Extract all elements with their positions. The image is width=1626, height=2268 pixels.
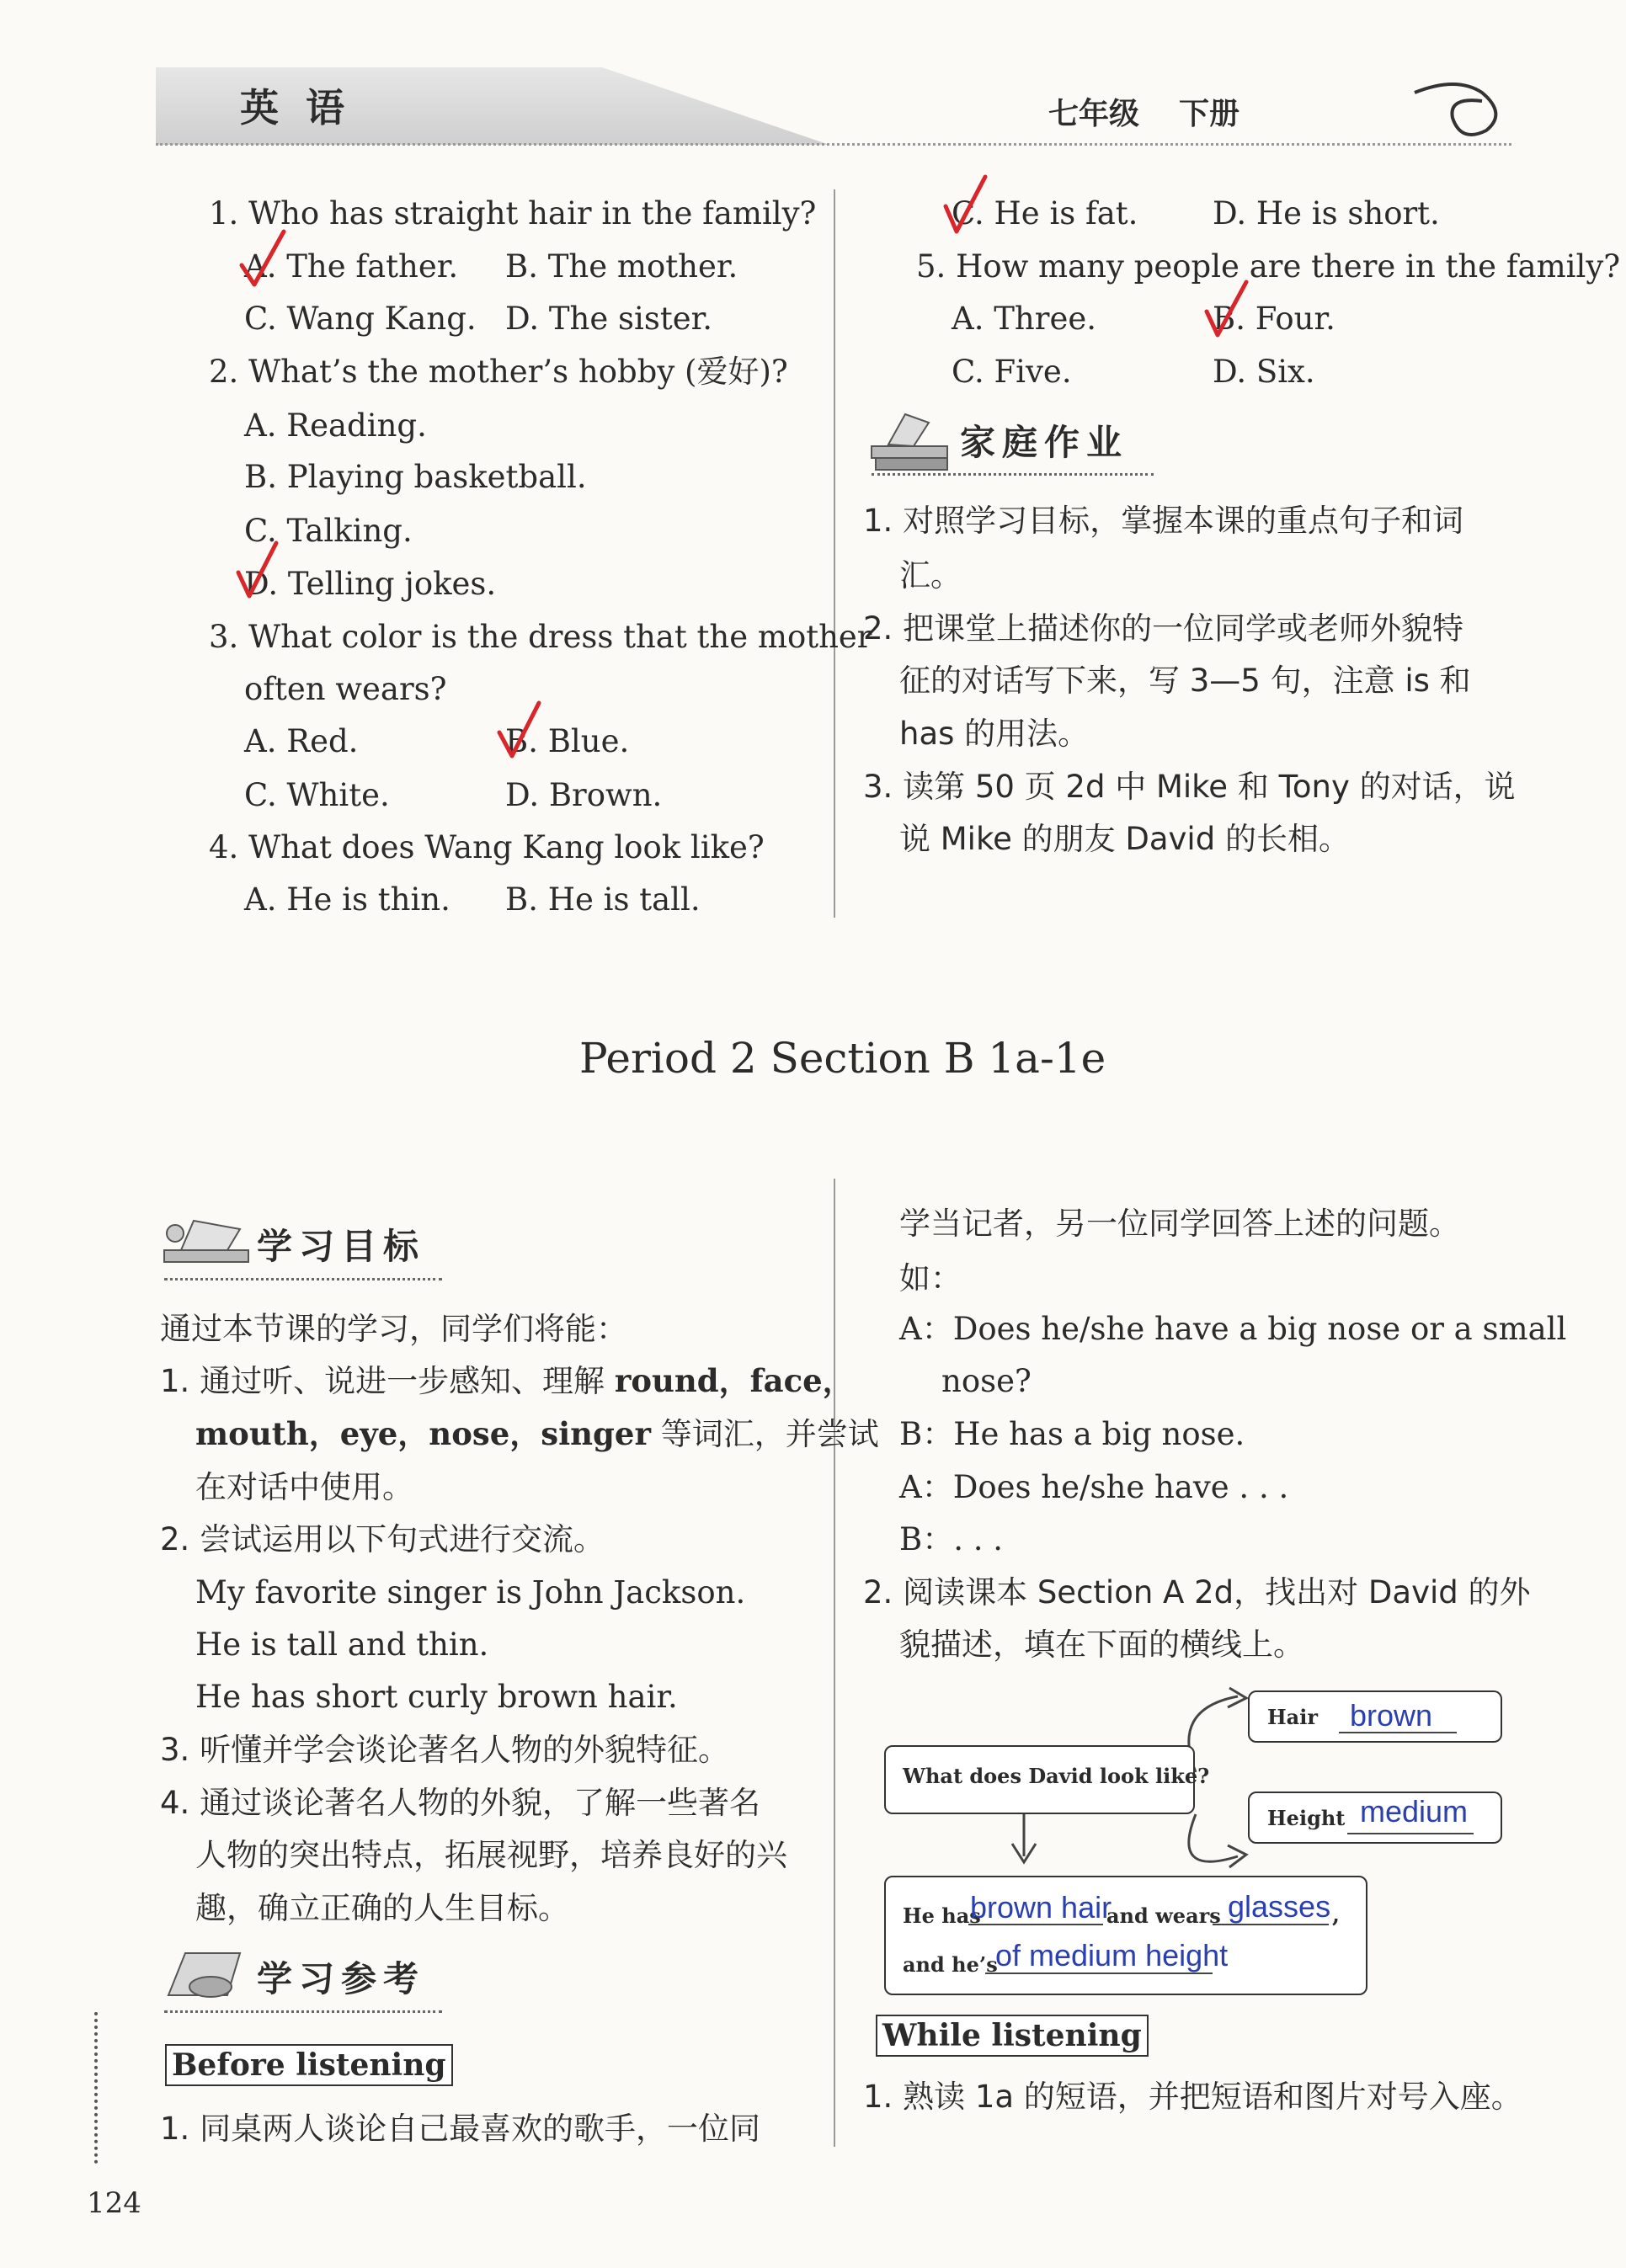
homework-item-2-cont: 征的对话写下来，写 3—5 句，注意 is 和 [899, 663, 1471, 699]
q5-option-c: C. Five. [952, 354, 1072, 390]
q2-option-b: B. Playing basketball. [244, 459, 587, 495]
column-divider-top [834, 189, 835, 918]
goal-4: 4. 通过谈论著名人物的外貌，了解一些著名 [160, 1785, 761, 1821]
homework-item-2-cont2: has 的用法。 [899, 716, 1090, 752]
homework-item-1: 1. 对照学习目标，掌握本课的重点句子和词 [863, 503, 1464, 539]
q1-text: 1. Who has straight hair in the family? [209, 195, 817, 232]
q5-option-d: D. Six. [1213, 354, 1315, 390]
check-mark-icon [237, 227, 288, 290]
q3-option-a: A. Red. [244, 723, 359, 759]
dialog-a2: A：Does he/she have . . . [899, 1469, 1289, 1505]
header-rule [156, 143, 1511, 146]
before-item-1-cont: 学当记者，另一位同学回答上述的问题。 [899, 1206, 1460, 1242]
goal-1-words: round，face， [614, 1362, 854, 1399]
q4-option-c: C. He is fat. [952, 195, 1138, 232]
q1-option-a: A. The father. [244, 248, 459, 285]
q4-text: 4. What does Wang Kang look like? [209, 829, 765, 865]
homework-book-icon [863, 404, 956, 484]
q2-option-d: D. Telling jokes. [244, 566, 497, 602]
homework-title-underline [872, 473, 1154, 476]
page-number: 124 [87, 2186, 141, 2220]
diagram-wears-answer: glasses [1228, 1889, 1331, 1924]
q3-text-cont: often wears? [244, 671, 447, 707]
diagram-hair-label: Hair [1267, 1705, 1318, 1729]
diagram-height-label: Height [1267, 1806, 1346, 1830]
homework-item-3: 3. 读第 50 页 2d 中 Mike 和 Tony 的对话，说 [863, 769, 1516, 805]
reference-title-underline [164, 2010, 442, 2013]
goals-title: 学习目标 [257, 1226, 426, 1267]
goals-books-icon [160, 1204, 253, 1280]
diagram-wears-blank [1213, 1924, 1329, 1925]
q5-option-a: A. Three. [952, 301, 1096, 337]
dialog-b2: B：. . . [899, 1521, 1003, 1557]
column-divider-bottom [834, 1179, 835, 2147]
q3-option-b: B. Blue. [505, 723, 630, 759]
q1-option-d: D. The sister. [505, 301, 712, 337]
item-2: 2. 阅读课本 Section A 2d，找出对 David 的外 [863, 1574, 1531, 1610]
while-listening-label: While listening [876, 2015, 1149, 2057]
goal-1-cont2: 在对话中使用。 [195, 1469, 413, 1505]
dialog-a1: A：Does he/she have a big nose or a small [899, 1311, 1567, 1347]
header-subject: 英 语 [240, 85, 345, 130]
goal-sentence-1: My favorite singer is John Jackson. [195, 1574, 746, 1610]
example-label: 如： [899, 1260, 962, 1296]
goal-1-words-2: mouth，eye，nose，singer [195, 1415, 651, 1452]
q1-option-c: C. Wang Kang. [244, 301, 477, 337]
q2-option-a: A. Reading. [244, 407, 427, 444]
q4-option-b: B. He is tall. [505, 881, 701, 918]
q2-text: 2. What’s the mother’s hobby (爱好)? [209, 354, 788, 390]
reference-title: 学习参考 [257, 1958, 426, 1999]
goals-intro: 通过本节课的学习，同学们将能： [160, 1311, 627, 1347]
goal-4-cont2: 趣，确立正确的人生目标。 [195, 1890, 569, 1926]
q1-option-b: B. The mother. [505, 248, 738, 285]
diagram-has-label: He has [903, 1903, 981, 1928]
diagram-hes-answer: of medium height [995, 1938, 1229, 1973]
item-2-cont: 貌描述，填在下面的横线上。 [899, 1626, 1304, 1663]
goal-sentence-2: He is tall and thin. [195, 1626, 489, 1663]
header-grade: 七年级 [1048, 97, 1140, 131]
diagram-hair-answer: brown [1350, 1698, 1433, 1733]
dialog-a1-cont: nose? [941, 1363, 1032, 1399]
diagram-height-answer: medium [1360, 1794, 1469, 1829]
homework-title: 家庭作业 [960, 422, 1129, 463]
diagram-wears-label: and wears [1106, 1903, 1221, 1928]
q4-option-d: D. He is short. [1213, 195, 1440, 232]
diagram-comma: , [1332, 1903, 1341, 1928]
q3-option-d: D. Brown. [505, 777, 663, 813]
check-mark-icon [941, 173, 992, 236]
goal-1 [160, 1362, 854, 1399]
diagram-height-blank [1347, 1833, 1474, 1834]
reference-icon [160, 1936, 253, 2012]
q4-option-a: A. He is thin. [244, 881, 450, 918]
q5-text: 5. How many people are there in the family? [916, 248, 1621, 285]
goals-title-underline [164, 1278, 442, 1280]
q3-text: 3. What color is the dress that the mother [209, 619, 872, 655]
homework-item-3-cont: 说 Mike 的朋友 David 的长相。 [899, 821, 1350, 857]
check-mark-icon [495, 699, 546, 762]
diagram-hes-label: and he’s [903, 1952, 998, 1977]
margin-dotted-line [94, 2012, 98, 2164]
goal-1-rest: 等词汇，并尝试 [660, 1416, 879, 1452]
diagram-center-question: What does David look like? [903, 1764, 1210, 1788]
goal-3: 3. 听懂并学会谈论著名人物的外貌特征。 [160, 1732, 730, 1768]
goal-sentence-3: He has short curly brown hair. [195, 1679, 678, 1715]
homework-item-1-cont: 汇。 [899, 557, 962, 594]
goal-1-text: 1. 通过听、说进一步感知、理解 [160, 1363, 605, 1399]
check-mark-icon [234, 539, 285, 602]
goal-2: 2. 尝试运用以下句式进行交流。 [160, 1521, 605, 1557]
dialog-b1: B：He has a big nose. [899, 1416, 1245, 1452]
diagram-hes-blank [985, 1973, 1213, 1974]
q5-option-b: B. Four. [1213, 301, 1335, 337]
while-item-1: 1. 熟读 1a 的短语，并把短语和图片对号入座。 [863, 2079, 1522, 2115]
homework-item-2: 2. 把课堂上描述你的一位同学或老师外貌特 [863, 610, 1464, 647]
goal-4-cont: 人物的突出特点，拓展视野，培养良好的兴 [195, 1837, 787, 1873]
diagram-has-answer: brown hair [970, 1890, 1112, 1925]
q3-option-c: C. White. [244, 777, 390, 813]
header-swirl-icon [1406, 67, 1516, 143]
period-title: Period 2 Section B 1a-1e [579, 1034, 1106, 1083]
before-listening-label: Before listening [165, 2044, 453, 2086]
q2-option-c: C. Talking. [244, 513, 413, 549]
goal-1-cont [195, 1415, 879, 1452]
header-volume: 下册 [1179, 97, 1240, 131]
before-item-1: 1. 同桌两人谈论自己最喜欢的歌手，一位同 [160, 2111, 761, 2147]
check-mark-icon [1202, 278, 1253, 341]
